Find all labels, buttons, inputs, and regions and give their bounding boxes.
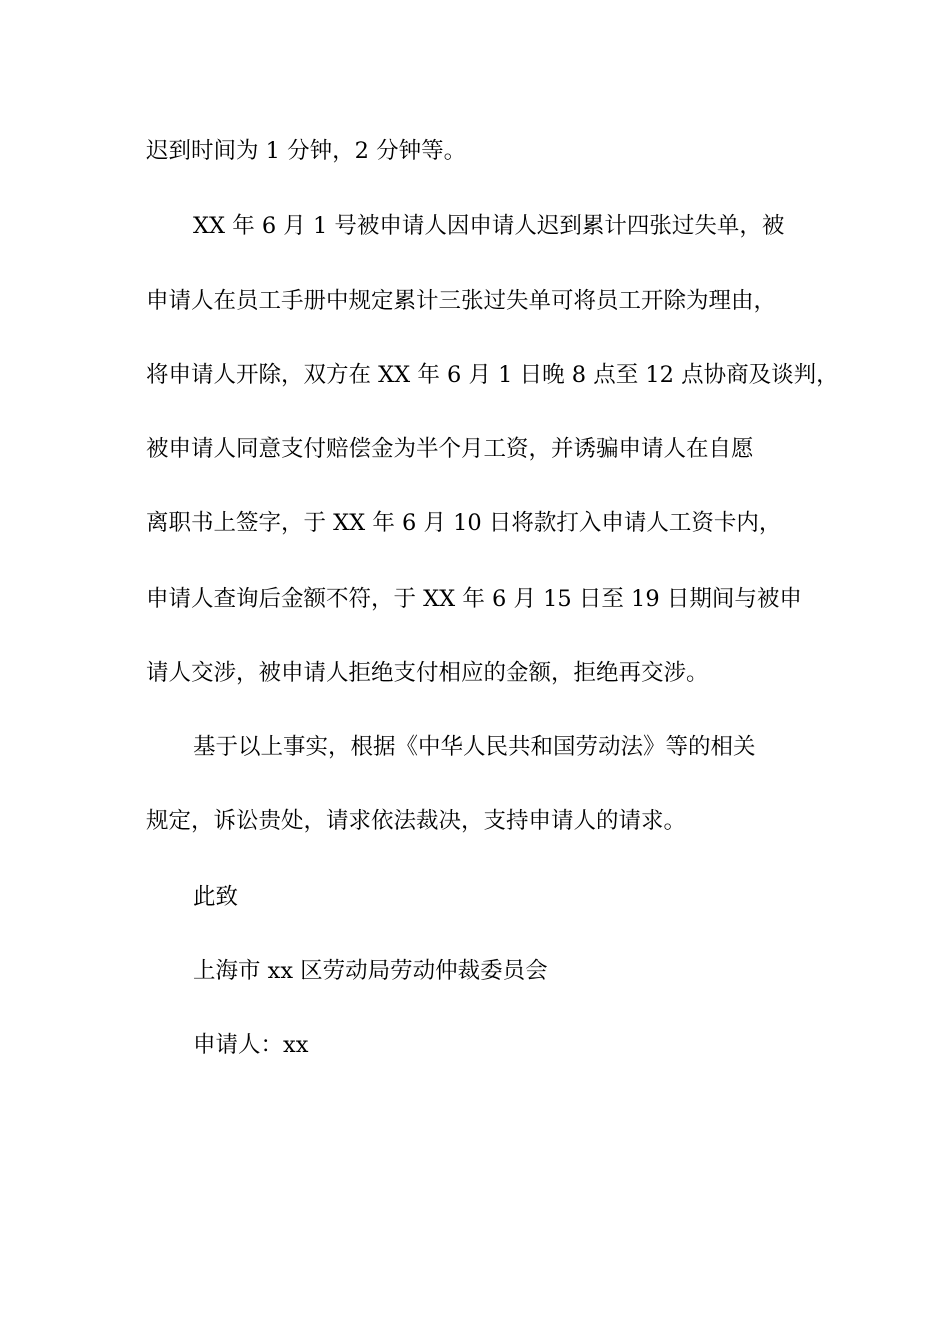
paragraph-line: 被申请人同意支付赔偿金为半个月工资，并诱骗申请人在自愿 [146, 436, 754, 462]
recipient: 上海市 xx 区劳动局劳动仲裁委员会 [193, 958, 548, 984]
paragraph-line: 将申请人开除，双方在 XX 年 6 月 1 日晚 8 点至 12 点协商及谈判， [146, 362, 839, 388]
paragraph-line: 规定，诉讼贵处，请求依法裁决，支持申请人的请求。 [146, 808, 687, 834]
paragraph-line: 离职书上签字，于 XX 年 6 月 10 日将款打入申请人工资卡内， [146, 510, 782, 536]
paragraph-line: 基于以上事实，根据《中华人民共和国劳动法》等的相关 [193, 734, 756, 760]
paragraph-line: 迟到时间为 1 分钟，2 分钟等。 [146, 138, 467, 164]
paragraph-line: 申请人在员工手册中规定累计三张过失单可将员工开除为理由， [146, 288, 777, 314]
paragraph-line: 请人交涉，被申请人拒绝支付相应的金额，拒绝再交涉。 [146, 660, 709, 686]
applicant-signature: 申请人：xx [193, 1032, 309, 1058]
salutation: 此致 [193, 884, 239, 910]
paragraph-line: XX 年 6 月 1 号被申请人因申请人迟到累计四张过失单，被 [193, 213, 785, 239]
paragraph-line: 申请人查询后金额不符，于 XX 年 6 月 15 日至 19 日期间与被申 [146, 586, 802, 612]
